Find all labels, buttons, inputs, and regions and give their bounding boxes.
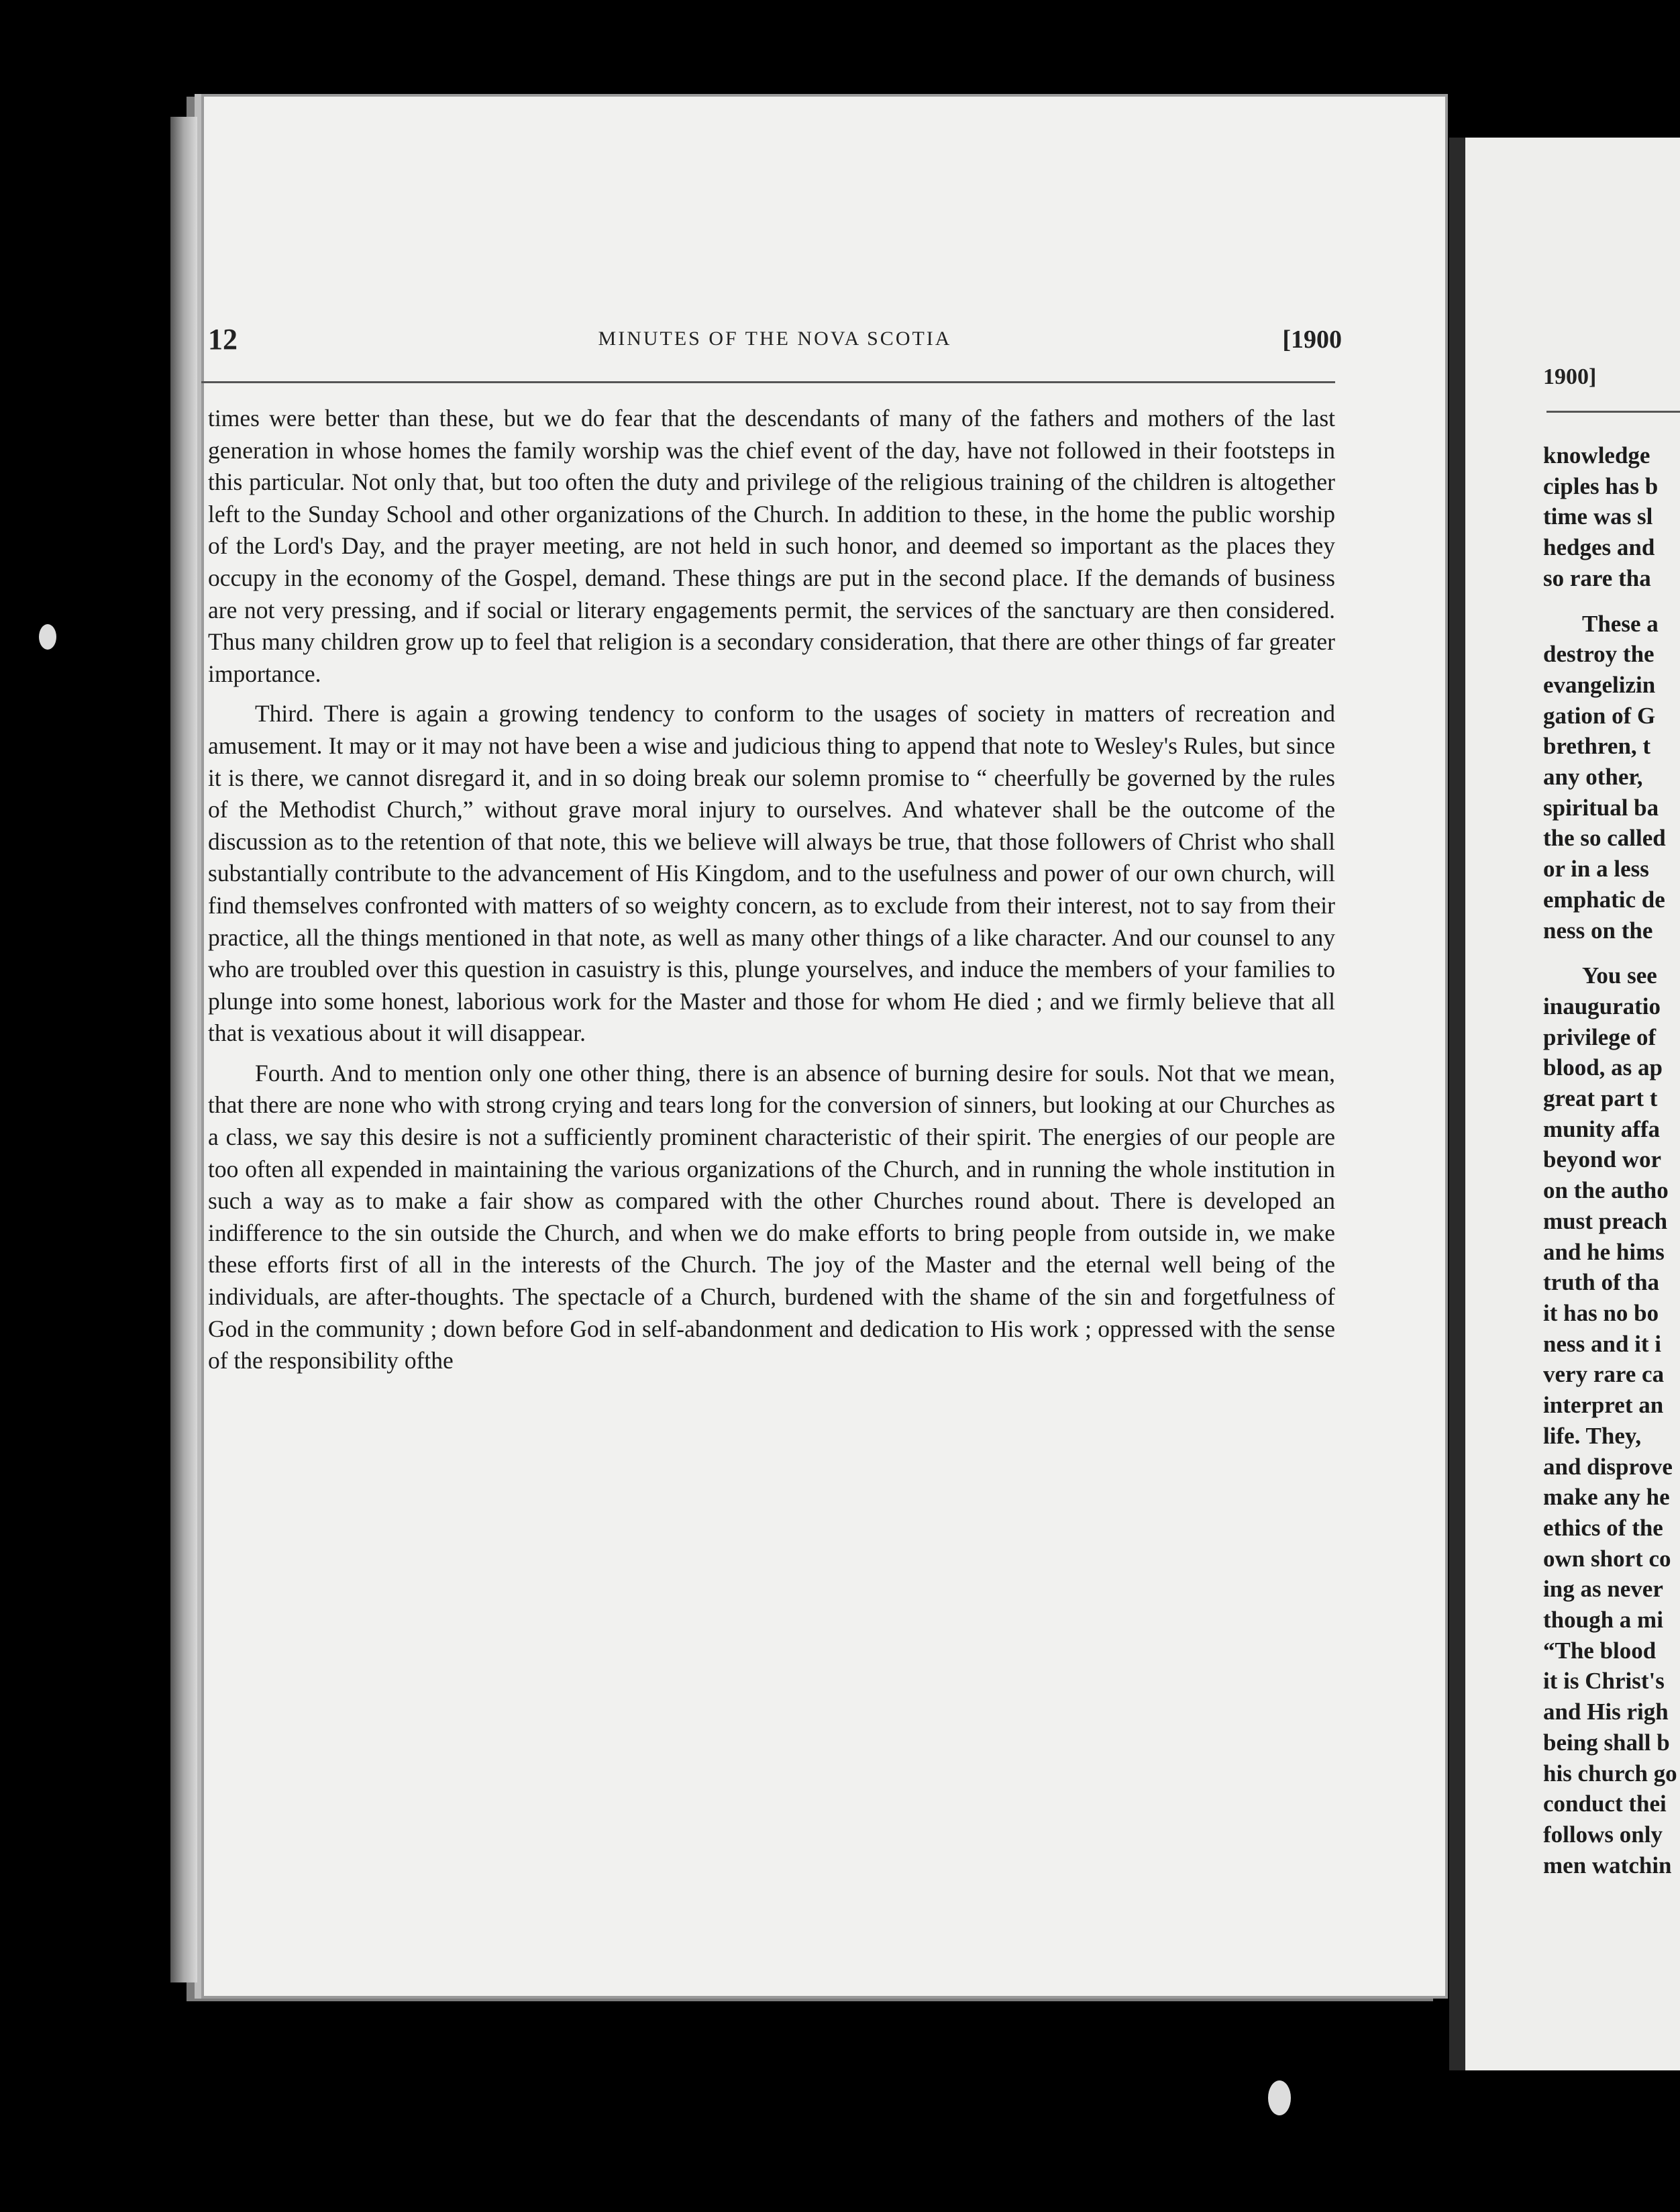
- text-line: and he hims: [1543, 1238, 1665, 1265]
- body-text: [208, 403, 1335, 1385]
- text-line: truth of tha: [1543, 1269, 1660, 1296]
- text-line: knowledge: [1543, 442, 1650, 468]
- text-line: gation of G: [1543, 702, 1656, 729]
- text-line: very rare ca: [1543, 1361, 1665, 1388]
- page-number: 12: [208, 323, 238, 356]
- right-header-rule: [1546, 411, 1680, 413]
- text-line: the so called: [1543, 825, 1666, 852]
- paragraph: times were better than these, but we do fear that the descendants of many of the fathers and mothers of the last generation in whose homes the family worship was the chief event of the day, have not followed in their footsteps in this particular. Not only that, but too often the duty and privilege of the religious training of the children is altogether left to the Sunday School and other organizations of the Church. In addition to these, in the home the public worship of the Lord's Day, and the prayer meeting, are not held in such honor, and deemed so important as the places they occupy in the economy of the Gospel, demand. These things are put in the second place. If the demands of business are not very pressing, and if social or literary engagements permit, the services of the sanctuary are then considered. Thus many children grow up to feel that religion is a secondary consideration, that there are other things of far greater importance.: [208, 405, 1335, 687]
- right-page-text: [1543, 440, 1680, 1880]
- running-header: [208, 322, 1342, 362]
- text-line: ethics of the: [1543, 1514, 1663, 1541]
- text-line: brethren, t: [1543, 733, 1651, 760]
- text-line: privilege of: [1543, 1023, 1657, 1050]
- header-rule: [201, 381, 1335, 383]
- text-line: emphatic de: [1543, 886, 1665, 913]
- text-line: being shall b: [1543, 1729, 1670, 1756]
- text-line: ness on the: [1543, 917, 1653, 944]
- text-line: time was sl: [1543, 503, 1653, 530]
- text-line: ing as never: [1543, 1576, 1663, 1603]
- paragraph-gap: [1543, 594, 1680, 609]
- text-line: and disprove: [1543, 1453, 1673, 1480]
- right-header-year: 1900]: [1543, 364, 1597, 389]
- text-line: follows only: [1543, 1821, 1663, 1848]
- text-line: his church go: [1543, 1760, 1677, 1787]
- text-line: any other,: [1543, 764, 1643, 791]
- text-line: spiritual ba: [1543, 794, 1659, 821]
- text-line: interpret an: [1543, 1392, 1664, 1419]
- text-line: own short co: [1543, 1545, 1671, 1572]
- text-line: You see: [1582, 962, 1657, 989]
- paragraph: Third. There is again a growing tendency to conform to the usages of society in matters of recreation and amusement. It may or it may not have been a wise and judicious thing to append that note to Wesley's Rules, but since it is there, we cannot disregard it, and in so doing break our solemn promise to “ cheerfully be governed by the rules of the Methodist Church,” without grave moral injury to ourselves. And whatever shall be the outcome of the discussion as to the retention of that note, this we believe will always be true, that those followers of Christ who shall substantially contribute to the advancement of His Kingdom, and to the usefulness and power of our own church, will find themselves confronted with matters of so weighty concern, as to exclude from their interest, not to say from their practice, all the things mentioned in that note, as well as many other things of a like character. And our counsel to any who are troubled over this question in casuistry is this, plunge yourselves, and induce the members of your families to plunge into some honest, laborious work for the Master and those for whom He died ; and we firmly believe that all that is vexatious about it will disappear.: [208, 700, 1335, 1047]
- text-line: blood, as ap: [1543, 1054, 1663, 1081]
- text-line: destroy the: [1543, 641, 1655, 668]
- text-line: These a: [1582, 610, 1659, 637]
- paragraph-gap: [1543, 946, 1680, 960]
- text-line: “The blood: [1543, 1637, 1657, 1664]
- text-line: though a mi: [1543, 1607, 1663, 1633]
- text-line: it has no bo: [1543, 1299, 1659, 1326]
- text-line: inauguratio: [1543, 993, 1661, 1019]
- text-line: hedges and: [1543, 534, 1655, 561]
- text-line: and His righ: [1543, 1699, 1669, 1725]
- text-line: so rare tha: [1543, 564, 1651, 591]
- text-line: ciples has b: [1543, 472, 1659, 499]
- text-line: ness and it i: [1543, 1330, 1662, 1357]
- text-line: munity affa: [1543, 1115, 1661, 1142]
- scan-speck: [39, 624, 56, 650]
- paragraph: Fourth. And to mention only one other thing, there is an absence of burning desire for souls. Not that we mean, that there are none who with strong crying and tears long for the conversion of sinners, but looking at our Churches as a class, we say this desire is not a sufficiently prominent characteristic of their spirit. The energies of our people are too often all expended in maintaining the various organizations of the Church, and in running the whole institution in such a way as to make a fair show as compared with the other Churches round about. There is developed an indifference to the sin outside the Church, and when we do make efforts to bring people from outside in, we make these efforts first of all in the interests of the Church. The joy of the Master and the eternal well being of the individuals, are after-thoughts. The spectacle of a Church, burdened with the shame of the sin and forgetfulness of God in the community ; down before God in self-abandonment and dedication to His work ; oppressed with the sense of the responsibility ofthe: [208, 1059, 1335, 1374]
- page-edge-stack: [170, 117, 197, 1982]
- text-line: beyond wor: [1543, 1146, 1661, 1173]
- text-line: must preach: [1543, 1207, 1668, 1234]
- text-line: great part t: [1543, 1085, 1658, 1112]
- text-line: men watchin: [1543, 1852, 1672, 1878]
- text-line: conduct thei: [1543, 1791, 1667, 1817]
- text-line: on the autho: [1543, 1177, 1669, 1204]
- text-line: evangelizin: [1543, 671, 1656, 698]
- running-title: MINUTES OF THE NOVA SCOTIA: [598, 328, 952, 350]
- text-line: make any he: [1543, 1484, 1670, 1511]
- text-line: life. They,: [1543, 1422, 1642, 1449]
- book-gutter: [1449, 138, 1465, 2070]
- text-line: or in a less: [1543, 856, 1649, 883]
- header-year: [1900: [1282, 325, 1342, 354]
- scan-speck: [1268, 2080, 1291, 2115]
- text-line: it is Christ's: [1543, 1668, 1665, 1695]
